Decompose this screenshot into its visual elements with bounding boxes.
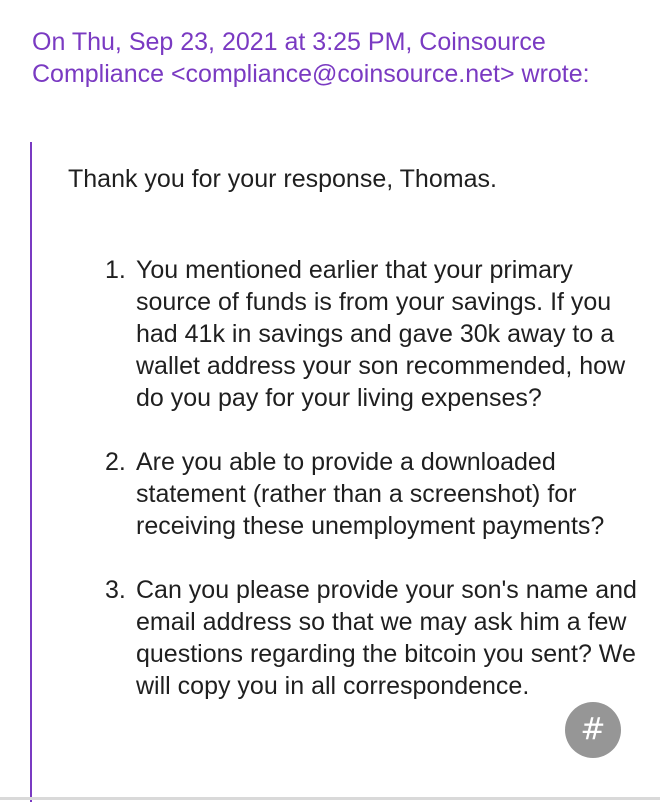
question-item-1 <box>100 254 640 414</box>
question-text: Can you please provide your son's name and email address so that we may ask him a few questions regarding the bitcoin you sent? We will copy you in all correspondence. <box>136 576 637 700</box>
question-number: 1. <box>105 256 126 284</box>
question-number: 2. <box>105 448 126 476</box>
question-item-2 <box>100 446 640 542</box>
question-list <box>100 254 640 702</box>
quote-bar <box>30 142 32 802</box>
quoted-email-header: On Thu, Sep 23, 2021 at 3:25 PM, Coinsource Compliance <compliance@coinsource.net> wrote: <box>32 28 590 88</box>
question-number: 3. <box>105 576 126 604</box>
question-text: You mentioned earlier that your primary source of funds is from your savings. If you had 41k in savings and gave 30k away to a wallet address your son recommended, how do you pay for your living expenses? <box>136 256 626 412</box>
email-greeting: Thank you for your response, Thomas. <box>68 165 497 193</box>
hashtag-icon[interactable]: # <box>565 702 621 758</box>
question-text: Are you able to provide a downloaded statement (rather than a screenshot) for receiving these unemployment payments? <box>136 448 605 540</box>
question-item-3 <box>100 574 640 702</box>
